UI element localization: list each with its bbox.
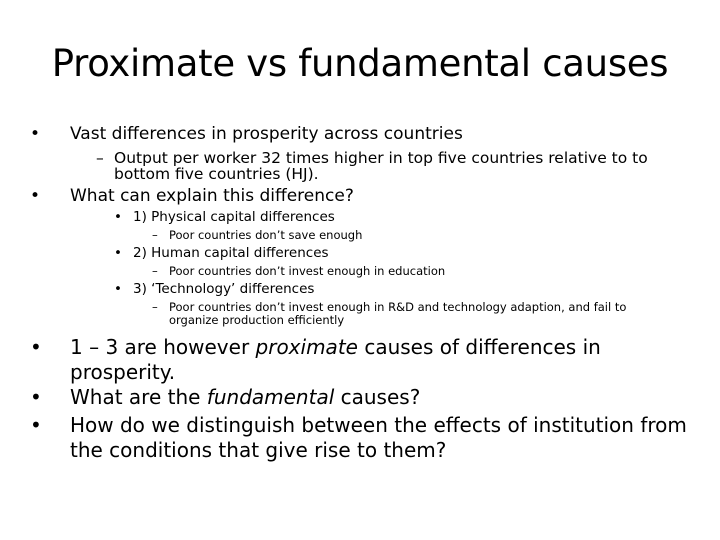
dash-icon: –: [152, 264, 158, 278]
dash-icon: –: [152, 228, 158, 242]
cause-human-capital: 2) Human capital differences: [133, 245, 329, 261]
slide-title: Proximate vs fundamental causes: [51, 42, 669, 85]
bullet-icon: •: [114, 245, 122, 261]
bullet-icon: •: [114, 209, 122, 225]
cause-technology-sub-line2: organize production efficiently: [169, 313, 345, 327]
sub-output-per-worker-line1: Output per worker 32 times higher in top five countries relative to to: [114, 149, 648, 167]
bullet-icon: •: [114, 281, 122, 297]
bullet-vast-differences: Vast differences in prosperity across countries: [70, 124, 463, 144]
bullet-icon: •: [30, 186, 41, 206]
dash-icon: –: [96, 149, 104, 167]
bullet-icon: •: [30, 335, 42, 359]
bullet-proximate-causes-line2: prosperity.: [70, 360, 176, 384]
bullet-distinguish-line2: the conditions that give rise to them?: [70, 438, 447, 462]
bullet-proximate-causes: 1 – 3 are however proximate causes of differences in: [70, 335, 601, 359]
bullet-icon: •: [30, 385, 42, 409]
bullet-fundamental-causes: What are the fundamental causes?: [70, 385, 421, 409]
bullet-what-can-explain: What can explain this difference?: [70, 186, 354, 206]
cause-physical-capital: 1) Physical capital differences: [133, 209, 335, 225]
dash-icon: –: [152, 300, 158, 314]
bullet-icon: •: [30, 124, 41, 144]
cause-physical-capital-sub: Poor countries don’t save enough: [169, 228, 363, 242]
bullet-icon: •: [30, 413, 42, 437]
bullet-distinguish-line1: How do we distinguish between the effects of institution from: [70, 413, 687, 437]
cause-technology-sub-line1: Poor countries don’t invest enough in R&D and technology adaption, and fail to: [169, 300, 627, 314]
cause-technology: 3) ‘Technology’ differences: [133, 281, 315, 297]
sub-output-per-worker-line2: bottom five countries (HJ).: [114, 165, 319, 183]
cause-human-capital-sub: Poor countries don’t invest enough in education: [169, 264, 446, 278]
